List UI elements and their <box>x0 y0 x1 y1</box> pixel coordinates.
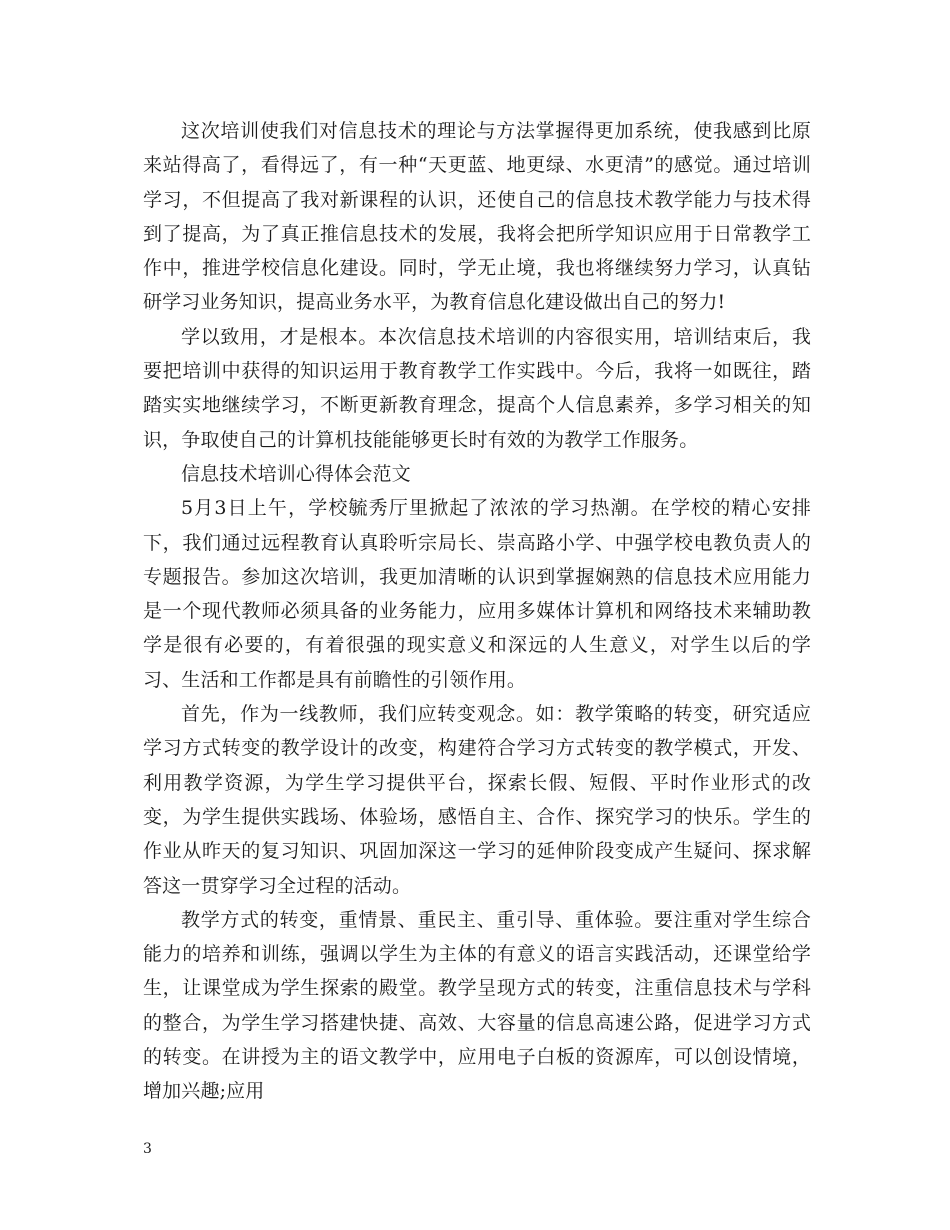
page-number: 3 <box>143 1141 152 1157</box>
paragraph-teaching-methods: 教学方式的转变，重情景、重民主、重引导、重体验。要注重对学生综合能力的培养和训练，强调以学生为主体的有意义的语言实践活动，还课堂给学生，让课堂成为学生探索的殿堂。教学呈现方式的转变，注重信息技术与学科的整合，为学生学习搭建快捷、高效、大容量的信息高速公路，促进学习方式的转变。在讲授为主的语文教学中，应用电子白板的资源库，可以创设情境，增加兴趣;应用 <box>143 908 811 1103</box>
document-body <box>143 114 811 1109</box>
paragraph-training-reflection: 这次培训使我们对信息技术的理论与方法掌握得更加系统，使我感到比原来站得高了，看得远了，有一种“天更蓝、地更绿、水更清”的感觉。通过培训学习，不但提高了我对新课程的认识，还使自己的信息技术教学能力与技术得到了提高，为了真正推信息技术的发展，我将会把所学知识应用于日常教学工作中，推进学校信息化建设。同时，学无止境，我也将继续努力学习，认真钻研学习业务知识，提高业务水平，为教育信息化建设做出自己的努力! <box>143 120 811 314</box>
paragraph-may-3-training: 5月3日上午，学校毓秀厅里掀起了浓浓的学习热潮。在学校的精心安排下，我们通过远程教育认真聆听宗局长、崇高路小学、中强学校电教负责人的专题报告。参加这次培训，我更加清晰的认识到掌握娴熟的信息技术应用能力是一个现代教师必须具备的业务能力，应用多媒体计算机和网络技术来辅助教学是很有必要的，有着很强的现实意义和深远的人生意义，对学生以后的学习、生活和工作都是具有前瞻性的引领作用。 <box>143 497 811 691</box>
paragraph-apply-learning: 学以致用，才是根本。本次信息技术培训的内容很实用，培训结束后，我要把培训中获得的知识运用于教育教学工作实践中。今后，我将一如既往，踏踏实实地继续学习，不断更新教育理念，提高个人信息素养，多学习相关的知识，争取使自己的计算机技能能够更长时有效的为教学工作服务。 <box>143 325 811 451</box>
section-heading: 信息技术培训心得体会范文 <box>181 462 411 485</box>
paragraph-change-concepts: 首先，作为一线教师，我们应转变观念。如：教学策略的转变，研究适应学习方式转变的教学设计的改变，构建符合学习方式转变的教学模式，开发、利用教学资源，为学生学习提供平台，探索长假、短假、平时作业形式的改变，为学生提供实践场、体验场，感悟自主、合作、探究学习的快乐。学生的作业从昨天的复习知识、巩固加深这一学习的延伸阶段变成产生疑问、探求解答这一贯穿学习全过程的活动。 <box>143 703 811 897</box>
